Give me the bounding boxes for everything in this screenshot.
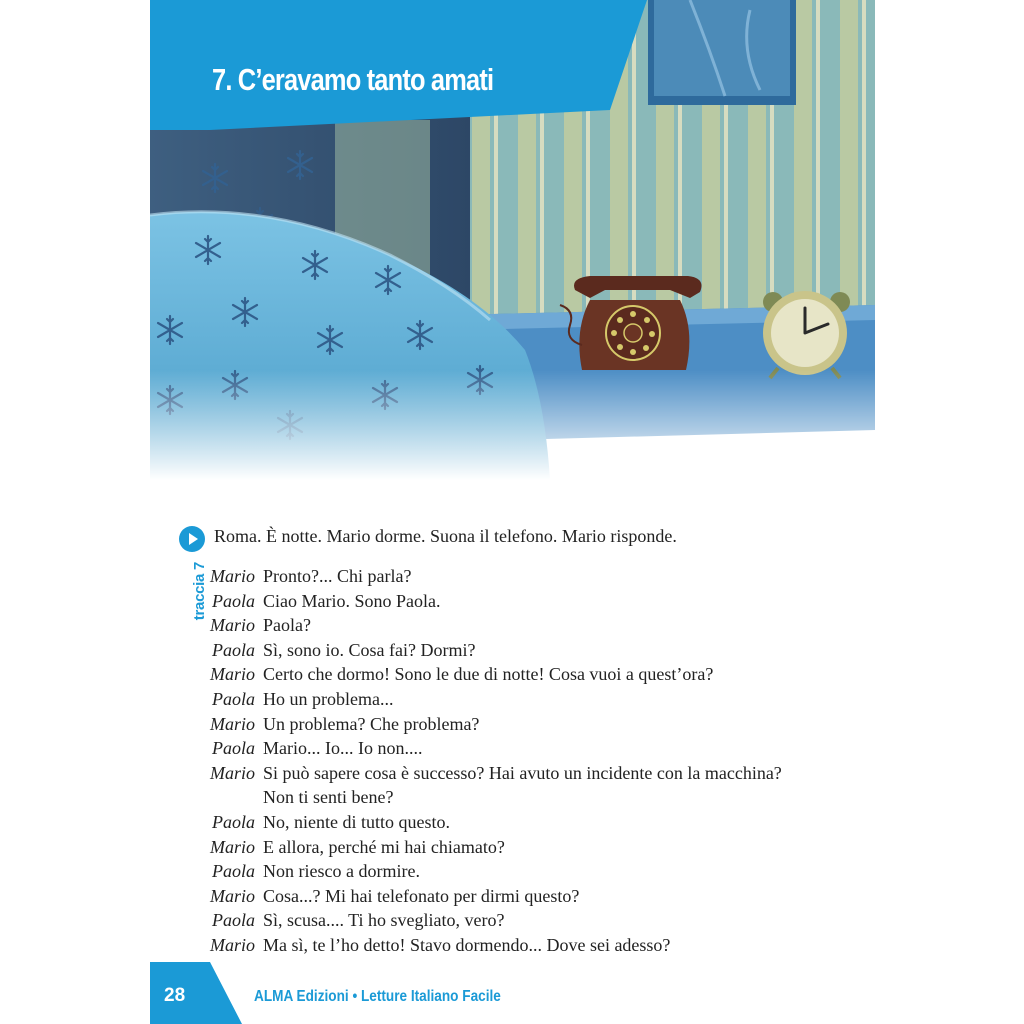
title-banner	[150, 0, 875, 130]
dialogue-row	[150, 564, 875, 589]
dialogue-line: Sì, sono io. Cosa fai? Dormi?	[263, 639, 476, 660]
dialogue	[150, 564, 875, 958]
dialogue-row	[150, 761, 875, 810]
footer-publisher: ALMA Edizioni • Letture Italiano Facile	[254, 988, 501, 1005]
dialogue-row	[150, 712, 875, 737]
dialogue-line: Sì, scusa.... Ti ho svegliato, vero?	[263, 910, 505, 931]
dialogue-line: Paola?	[263, 615, 311, 636]
dialogue-line: E allora, perché mi hai chiamato?	[263, 836, 505, 857]
dialogue-line: Pronto?... Chi parla?	[263, 566, 412, 586]
speaker-name: Paola	[212, 688, 255, 709]
dialogue-row	[150, 933, 875, 958]
dialogue-line: Certo che dormo! Sono le due di notte! Cosa vuoi a quest’ora?	[263, 664, 714, 685]
dialogue-row	[150, 859, 875, 884]
dialogue-row	[150, 589, 875, 614]
dialogue-row	[150, 662, 875, 687]
track-label-text: traccia 7	[191, 562, 208, 621]
dialogue-line: No, niente di tutto questo.	[263, 811, 450, 832]
dialogue-line: Ciao Mario. Sono Paola.	[263, 590, 441, 611]
dialogue-row	[150, 736, 875, 761]
speaker-name: Mario	[210, 762, 255, 783]
dialogue-row	[150, 810, 875, 835]
dialogue-line: Mario... Io... Io non....	[263, 738, 423, 759]
page-number: 28	[164, 985, 186, 1006]
dialogue-row	[150, 884, 875, 909]
speaker-name: Paola	[212, 639, 255, 660]
dialogue-row	[150, 687, 875, 712]
dialogue-line: Non riesco a dormire.	[263, 861, 420, 882]
speaker-name: Paola	[212, 910, 255, 931]
intro-line: Roma. È notte. Mario dorme. Suona il telefono. Mario risponde.	[214, 526, 677, 546]
dialogue-row	[150, 613, 875, 638]
speaker-name: Mario	[210, 934, 255, 955]
play-audio-button[interactable]	[179, 526, 205, 552]
speaker-name: Paola	[212, 738, 255, 759]
dialogue-line: Ma sì, te l’ho detto! Stavo dormendo... Dove sei adesso?	[263, 934, 671, 955]
speaker-name: Mario	[210, 615, 255, 636]
speaker-name: Paola	[212, 861, 255, 882]
speaker-name: Mario	[210, 713, 255, 734]
speaker-name: Mario	[210, 664, 255, 685]
speaker-name: Paola	[212, 590, 255, 611]
dialogue-line: Ho un problema...	[263, 688, 394, 709]
dialogue-row	[150, 638, 875, 663]
speaker-name: Mario	[210, 885, 255, 906]
chapter-title: 7. C’eravamo tanto amati	[212, 62, 494, 97]
play-icon	[179, 526, 205, 552]
book-page	[150, 0, 875, 1024]
dialogue-row	[150, 908, 875, 933]
dialogue-line: Un problema? Che problema?	[263, 713, 480, 734]
dialogue-line: Si può sapere cosa è successo? Hai avuto un incidente con la macchina? Non ti senti bene?	[263, 762, 782, 808]
speaker-name: Mario	[210, 836, 255, 857]
dialogue-row	[150, 835, 875, 860]
speaker-name: Paola	[212, 811, 255, 832]
speaker-name: Mario	[210, 566, 255, 586]
dialogue-line: Cosa...? Mi hai telefonato per dirmi questo?	[263, 885, 580, 906]
